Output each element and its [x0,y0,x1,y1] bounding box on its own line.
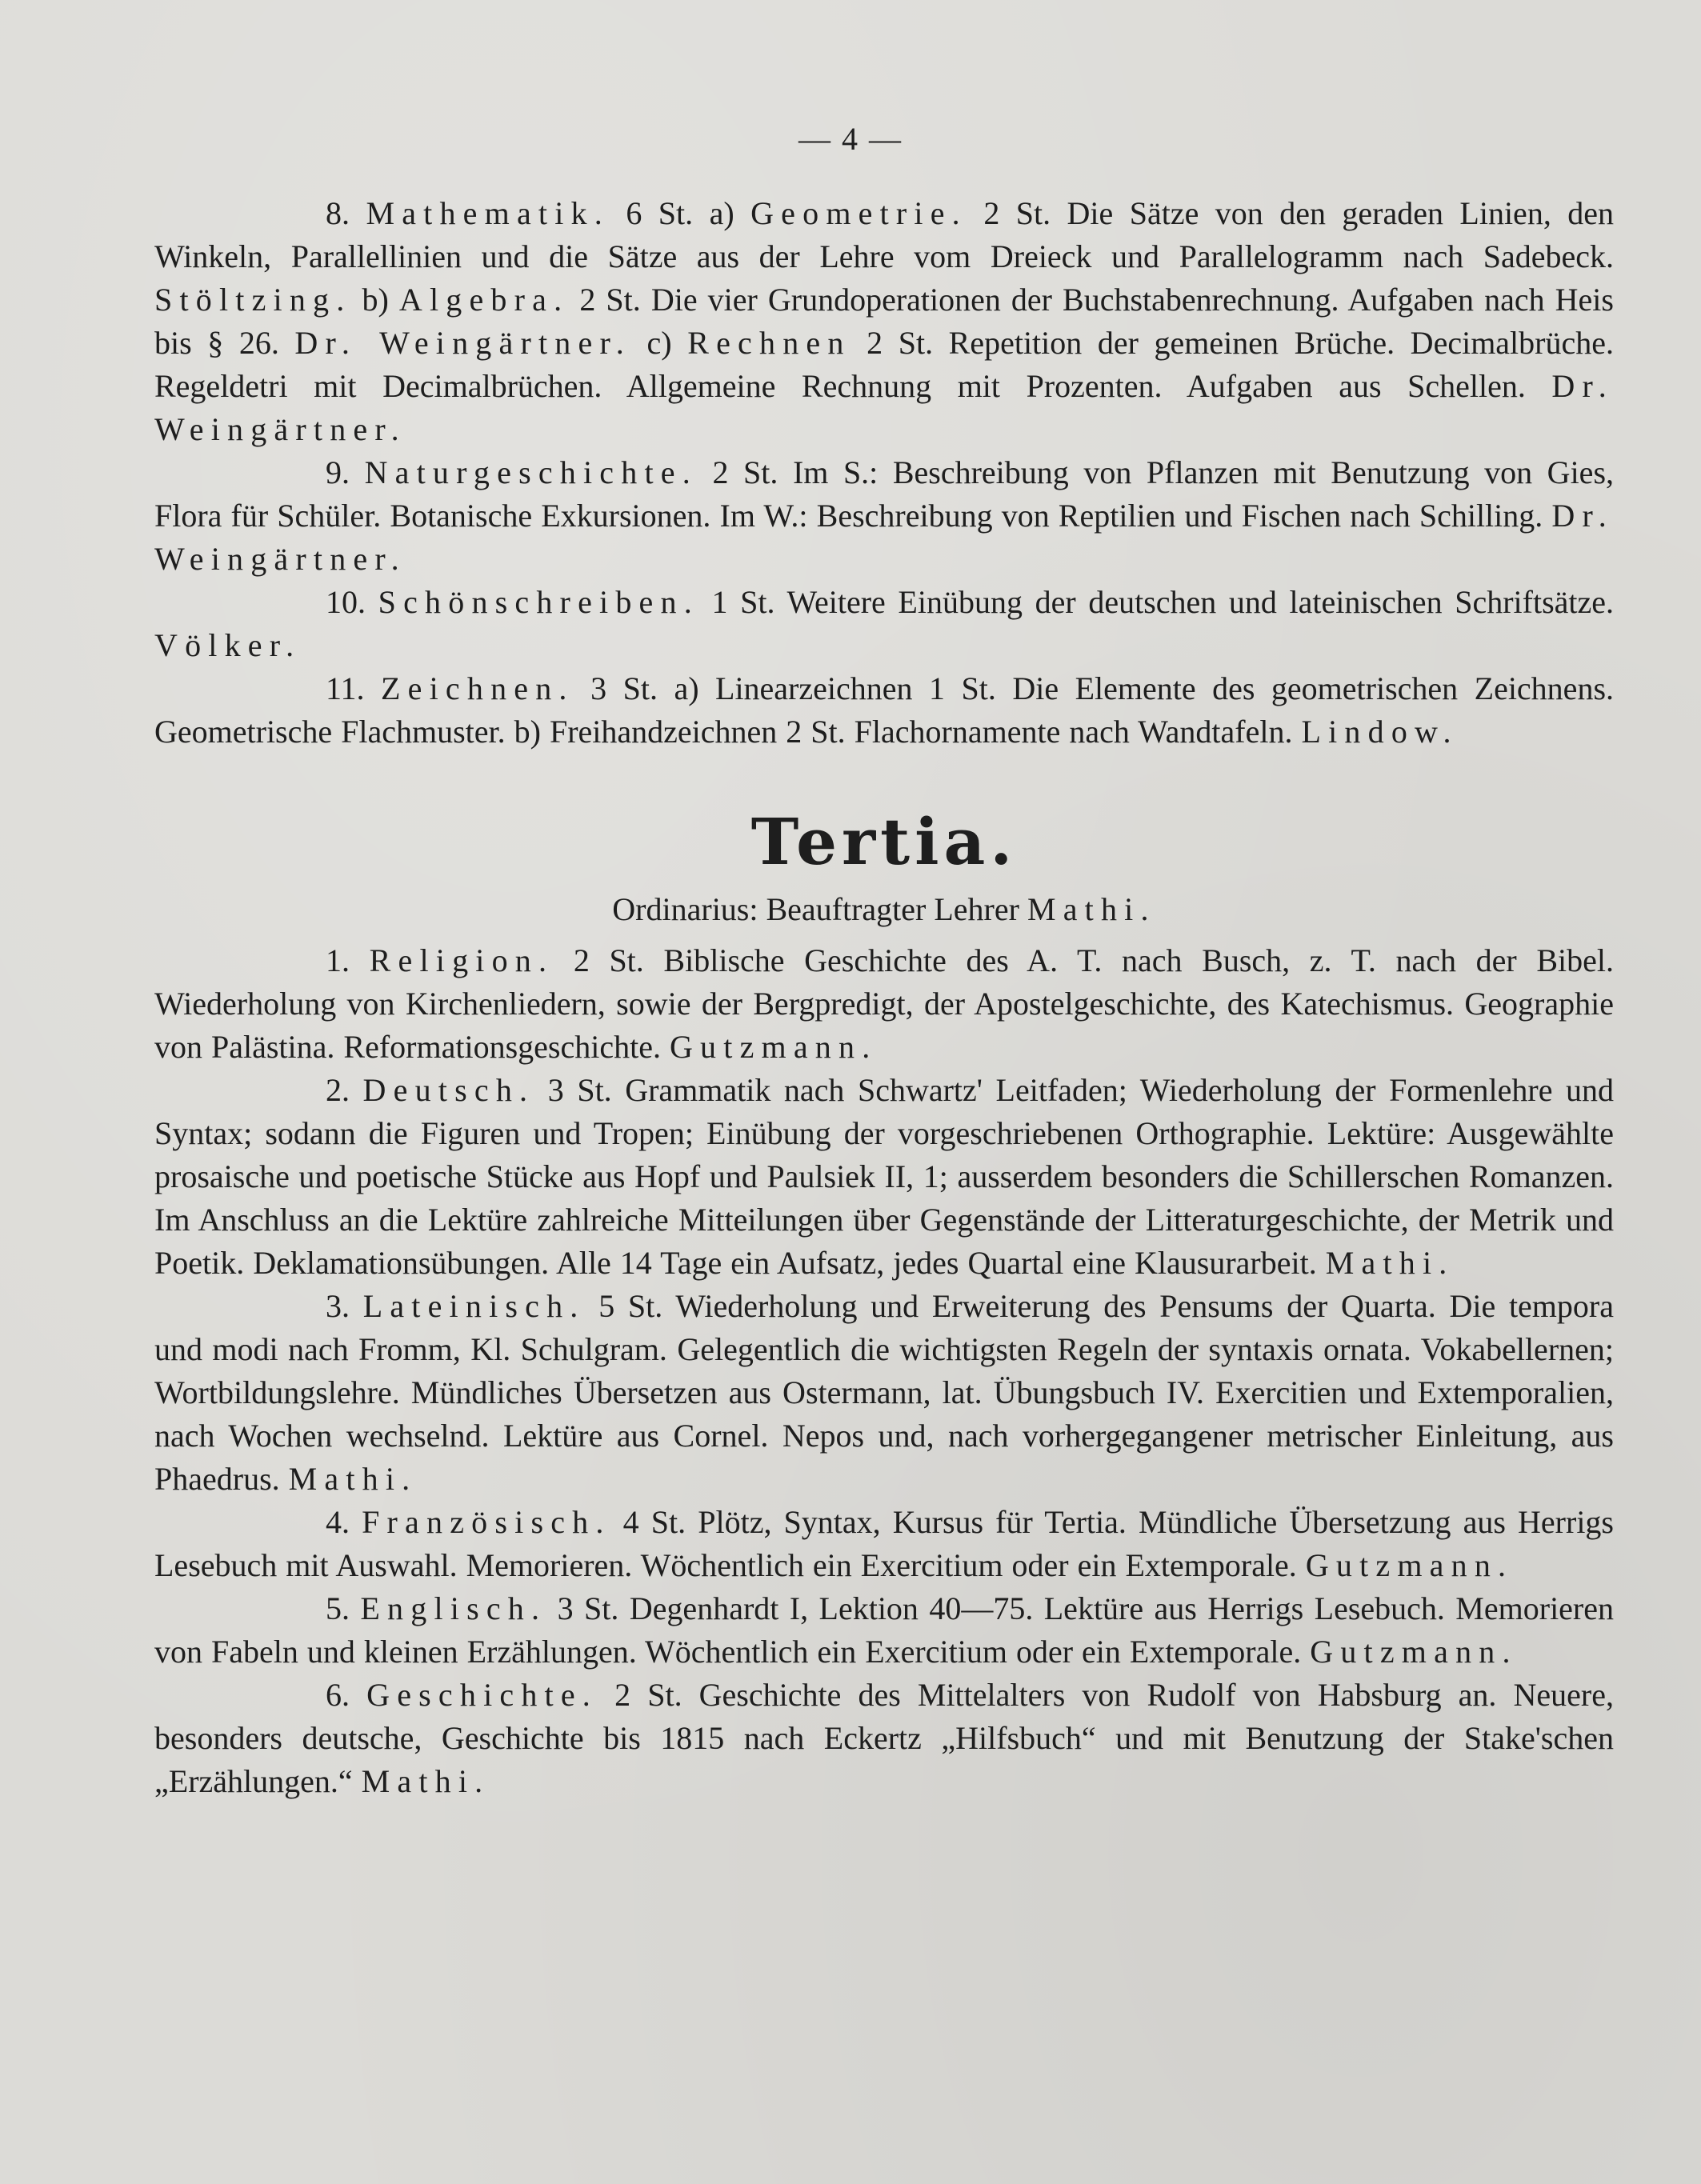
page-number: — 4 — [798,121,903,157]
paragraph-text: 2 St. Im S.: Beschreibung von Pflanzen mit Benutzung von Gies, Flora für Schüler. Botanische Exkursionen. Im W.: Beschreibung von Reptilien und Fischen nach Schilling. [154,454,1615,534]
spaced-emphasis: Dr. Weingärtner. [154,368,1614,447]
paragraph-text: 2 St. Die vier Grundoperationen der Buchstabenrechnung. Aufgaben nach Heis bis § 26. [154,282,1614,361]
subject-paragraph-lateinisch [154,1285,1614,1501]
spaced-emphasis: Dr. Weingärtner. [154,498,1614,577]
paragraph-text: 10. [326,584,378,620]
spaced-emphasis: Lateinisch. [362,1288,586,1324]
spaced-emphasis: Gutzmann. [669,1029,878,1065]
spaced-emphasis: Zeichnen. [381,670,574,706]
spaced-emphasis: Französisch. [362,1504,611,1540]
spaced-emphasis: Lindow. [1301,714,1459,750]
spaced-emphasis: Deutsch. [362,1072,535,1108]
subject-paragraph-englisch [154,1587,1614,1674]
paragraph-text: 5 St. Wiederholung und Erweiterung des Pensums der Quarta. Die tempora und modi nach Fromm, Kl. Schulgram. Gelegentlich die wichtigsten Regeln der syntaxis ornata. Vokabellernen; Wortbildungslehre. Mündliches Übersetzen aus Ostermann, lat. Übungsbuch IV. Exercitien und Extemporalien, nach Wochen wechselnd. Lektüre aus Cornel. Nepos und, nach vorhergegangener metrischer Einleitung, aus Phaedrus. [154,1288,1614,1497]
subject-paragraph-geschichte [154,1674,1614,1803]
paragraph-text: 5. [326,1590,361,1626]
paragraph-text: 6 St. a) [609,195,751,231]
subject-paragraph-zeichnen [154,667,1614,754]
paragraph-text: 6. [326,1677,367,1713]
subject-paragraph-franzoesisch [154,1501,1614,1587]
paragraph-text: 4 St. Plötz, Syntax, Kursus für Tertia. Mündliche Übersetzung aus Herrigs Lesebuch mit Auswahl. Memorieren. Wöchentlich ein Exercitium oder ein Extemporale. [154,1504,1614,1583]
paragraph-text: 3 St. Grammatik nach Schwartz' Leitfaden; Wiederholung der Formenlehre und Syntax; sodann die Figuren und Tropen; Einübung der vorgeschriebenen Orthographie. Lektüre: Ausgewählte prosaische und poetische Stücke aus Hopf und Paulsiek II, 1; ausserdem besonders die Schillerschen Romanzen. Im Anschluss an die Lektüre zahlreiche Mitteilungen über Gegenstände der Litteraturgeschichte, der Metrik und Poetik. Deklamationsübungen. Alle 14 Tage ein Aufsatz, jedes Quartal eine Klausurarbeit. [154,1072,1615,1281]
spaced-emphasis: Geometrie. [750,195,967,231]
subject-paragraph-naturgeschichte [154,451,1614,581]
paragraph-text: 2 St. Repetition der gemeinen Brüche. Decimalbrüche. Regeldetri mit Decimalbrüchen. Allgemeine Rechnung mit Prozenten. Aufgaben aus Schellen. [154,325,1614,404]
spaced-emphasis: Völker. [154,627,302,663]
ordinarius-label: Ordinarius: Beauftragter Lehrer [612,891,1019,927]
paragraph-text: 9. [326,454,365,490]
ordinarius-line [154,888,1614,931]
paragraph-text: 4. [326,1504,362,1540]
spaced-emphasis: Englisch. [360,1590,547,1626]
subject-paragraph-religion [154,939,1614,1069]
spaced-emphasis: Mathi. [288,1461,418,1497]
quarta-continuation [154,192,1614,754]
subject-paragraph-mathematik [154,192,1614,451]
spaced-emphasis: Geschichte. [366,1677,598,1713]
tertia-subjects [154,939,1614,1803]
subject-paragraph-deutsch [154,1069,1614,1285]
subject-paragraph-schoenschreiben [154,581,1614,667]
section-title: Tertia. [750,804,1018,879]
paragraph-text: 8. [326,195,366,231]
spaced-emphasis: Naturgeschichte. [364,454,698,490]
paragraph-text: 1. [326,942,370,978]
spaced-emphasis: Rechnen [687,325,851,361]
spaced-emphasis: Schönschreiben. [378,584,699,620]
spaced-emphasis: Gutzmann. [1305,1547,1514,1583]
paragraph-text: 2 St. Geschichte des Mittelalters von Rudolf von Habsburg an. Neuere, besonders deutsche, Geschichte bis 1815 nach Eckertz „Hilfsbuch“ und mit Benutzung der Stake'schen „Erzählungen.“ [154,1677,1614,1799]
paragraph-text: 11. [326,670,382,706]
spaced-emphasis: Stöltzing. [154,282,352,318]
spaced-emphasis: Mathematik. [366,195,610,231]
paragraph-text: b) [351,282,399,318]
spaced-emphasis: Mathi. [1325,1245,1455,1281]
spaced-emphasis: Algebra. [398,282,570,318]
spaced-emphasis: Dr. Weingärtner. [294,325,631,361]
paragraph-text: 2 St. Biblische Geschichte des A. T. nach Busch, z. T. nach der Bibel. Wiederholung von Kirchenliedern, sowie der Bergpredigt, der Apostelgeschichte, des Katechismus. Geographie von Palästina. Reformationsgeschichte. [154,942,1615,1065]
ordinarius-name: Mathi. [1027,891,1156,927]
paragraph-text: 2. [326,1072,363,1108]
paragraph-text: 3 St. a) Linearzeichnen 1 St. Die Elemente des geometrischen Zeichnens. Geometrische Flachmuster. b) Freihandzeichnen 2 St. Flachornamente nach Wandtafeln. [154,670,1615,750]
paragraph-text: 2 St. Die Sätze von den geraden Linien, den Winkeln, Parallellinien und die Sätze aus der Lehre vom Dreieck und Parallelogramm nach Sadebeck. [154,195,1614,274]
page-content [154,192,1614,1803]
spaced-emphasis: Gutzmann. [1310,1634,1518,1670]
spaced-emphasis: Religion. [369,942,554,978]
paragraph-text: c) [630,325,688,361]
paragraph-text: 3 St. Degenhardt I, Lektion 40—75. Lektüre aus Herrigs Lesebuch. Memorieren von Fabeln und kleinen Erzählungen. Wöchentlich ein Exercitium oder ein Extemporale. [154,1590,1615,1670]
paragraph-text: 3. [326,1288,363,1324]
spaced-emphasis: Mathi. [361,1763,490,1799]
paragraph-text: 1 St. Weitere Einübung der deutschen und lateinischen Schriftsätze. [698,584,1615,620]
